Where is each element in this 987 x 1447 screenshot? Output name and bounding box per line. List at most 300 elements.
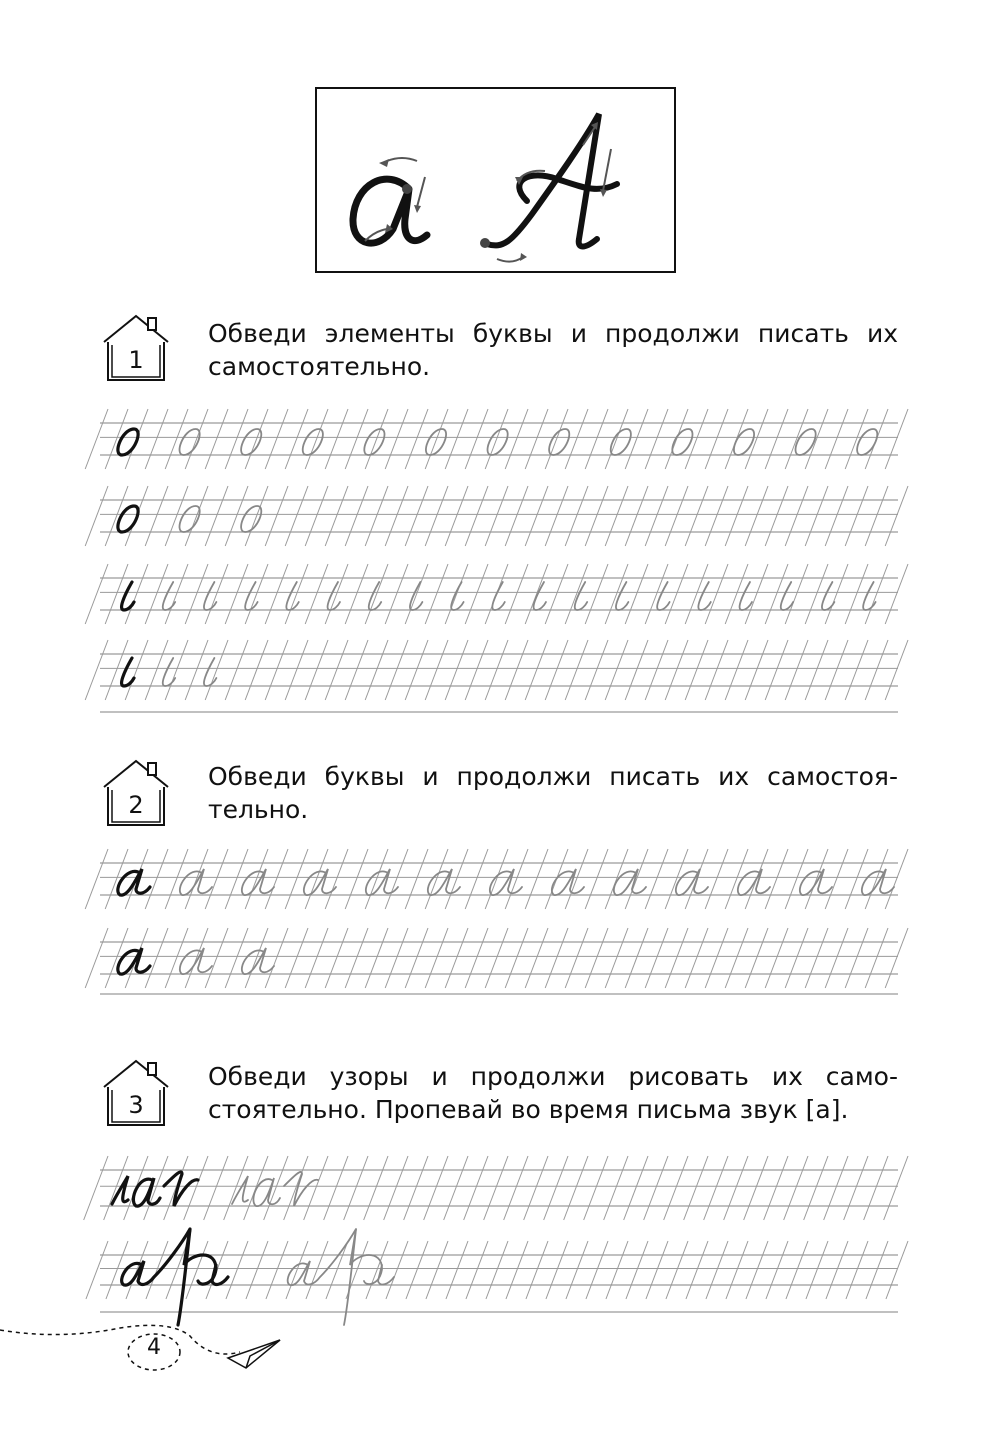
slant-line bbox=[605, 849, 628, 909]
slant-line bbox=[445, 928, 468, 988]
slant-line bbox=[645, 928, 668, 988]
trace-letter-l bbox=[740, 582, 752, 610]
slant-line bbox=[485, 849, 508, 909]
slant-line bbox=[525, 849, 548, 909]
slant-line bbox=[685, 564, 708, 624]
slant-line bbox=[845, 486, 868, 546]
trace-letter-o bbox=[180, 506, 200, 532]
trace-letter-l bbox=[863, 582, 875, 610]
slant-line bbox=[465, 640, 488, 700]
slant-line bbox=[165, 486, 188, 546]
slant-line bbox=[524, 1156, 548, 1220]
trace-letter-l bbox=[451, 582, 463, 610]
slant-line bbox=[525, 564, 548, 624]
slant-line bbox=[245, 849, 268, 909]
slant-line bbox=[805, 564, 828, 624]
pattern-ial bbox=[164, 1172, 198, 1206]
slant-line bbox=[246, 1241, 268, 1299]
slant-line bbox=[445, 564, 468, 624]
slant-line bbox=[645, 409, 668, 469]
trace-letter-a bbox=[862, 869, 894, 895]
slant-line bbox=[705, 640, 728, 700]
slant-line bbox=[265, 849, 288, 909]
slant-line bbox=[385, 486, 408, 546]
slant-line bbox=[305, 486, 328, 546]
pattern-ial bbox=[232, 1176, 248, 1204]
trace-letter-a bbox=[304, 869, 336, 895]
trace-letter-l bbox=[616, 582, 628, 610]
slant-line bbox=[786, 1241, 808, 1299]
slant-line bbox=[885, 564, 908, 624]
slant-line bbox=[365, 928, 388, 988]
slant-line bbox=[565, 928, 588, 988]
pattern-ial bbox=[112, 1176, 128, 1204]
slant-line bbox=[204, 1156, 228, 1220]
page-number: 4 bbox=[147, 1335, 161, 1360]
slant-line bbox=[625, 640, 648, 700]
slant-line bbox=[545, 564, 568, 624]
slant-line bbox=[865, 564, 888, 624]
slant-line bbox=[825, 564, 848, 624]
trace-letter-a bbox=[180, 869, 212, 895]
slant-line bbox=[585, 640, 608, 700]
trace-letter-o bbox=[611, 429, 631, 455]
slant-line bbox=[505, 564, 528, 624]
pattern-ial bbox=[284, 1172, 318, 1206]
slant-line bbox=[185, 849, 208, 909]
slant-line bbox=[745, 640, 768, 700]
slant-line bbox=[606, 1241, 628, 1299]
slant-line bbox=[305, 564, 328, 624]
slant-line bbox=[425, 928, 448, 988]
slant-line bbox=[485, 928, 508, 988]
slant-line bbox=[385, 928, 408, 988]
trace-letter-o bbox=[303, 429, 323, 455]
trace-letter-l bbox=[204, 582, 216, 610]
slant-line bbox=[145, 849, 168, 909]
slant-line bbox=[364, 1156, 388, 1220]
slant-line bbox=[845, 409, 868, 469]
model-letter-o bbox=[118, 429, 138, 455]
slant-line bbox=[365, 640, 388, 700]
slant-line bbox=[225, 849, 248, 909]
slant-line bbox=[325, 564, 348, 624]
slant-line bbox=[585, 849, 608, 909]
slant-line bbox=[825, 486, 848, 546]
slant-line bbox=[265, 928, 288, 988]
slant-line bbox=[305, 928, 328, 988]
slant-line bbox=[445, 640, 468, 700]
slant-line bbox=[645, 849, 668, 909]
slant-line bbox=[526, 1241, 548, 1299]
slant-line bbox=[245, 409, 268, 469]
slant-line bbox=[446, 1241, 468, 1299]
slant-line bbox=[785, 928, 808, 988]
slant-line bbox=[345, 486, 368, 546]
slant-line bbox=[105, 409, 128, 469]
slant-line bbox=[505, 409, 528, 469]
slant-line bbox=[825, 849, 848, 909]
trace-letter-a bbox=[242, 948, 274, 974]
slant-line bbox=[765, 928, 788, 988]
slant-line bbox=[705, 409, 728, 469]
slant-line bbox=[885, 849, 908, 909]
slant-line bbox=[285, 486, 308, 546]
slant-line bbox=[645, 640, 668, 700]
slant-line bbox=[666, 1241, 688, 1299]
slant-line bbox=[745, 928, 768, 988]
slant-line bbox=[445, 486, 468, 546]
instruction-line: самостоятельно. bbox=[208, 352, 431, 381]
slant-line bbox=[704, 1156, 728, 1220]
slant-line bbox=[785, 486, 808, 546]
slant-line bbox=[605, 409, 628, 469]
slant-line bbox=[185, 928, 208, 988]
slant-line bbox=[885, 640, 908, 700]
trace-letter-l bbox=[163, 658, 175, 686]
slant-line bbox=[765, 409, 788, 469]
slant-line bbox=[165, 640, 188, 700]
slant-line bbox=[824, 1156, 848, 1220]
slant-line bbox=[805, 849, 828, 909]
slant-line bbox=[765, 849, 788, 909]
slant-line bbox=[665, 928, 688, 988]
instruction-line: тельно. bbox=[208, 795, 309, 824]
slant-line bbox=[884, 1156, 908, 1220]
slant-line bbox=[585, 409, 608, 469]
slant-line bbox=[265, 409, 288, 469]
slant-line bbox=[406, 1241, 428, 1299]
slant-line bbox=[785, 564, 808, 624]
slant-line bbox=[705, 486, 728, 546]
slant-line bbox=[326, 1241, 348, 1299]
slant-line bbox=[845, 640, 868, 700]
slant-line bbox=[126, 1241, 148, 1299]
slant-line bbox=[165, 564, 188, 624]
slant-line bbox=[85, 486, 108, 546]
slant-line bbox=[505, 486, 528, 546]
slant-line bbox=[805, 486, 828, 546]
slant-line bbox=[325, 928, 348, 988]
trace-letter-o bbox=[364, 429, 384, 455]
slant-line bbox=[485, 409, 508, 469]
slant-line bbox=[245, 928, 268, 988]
slant-line bbox=[345, 928, 368, 988]
slant-line bbox=[806, 1241, 828, 1299]
trace-letter-o bbox=[857, 429, 877, 455]
slant-line bbox=[765, 640, 788, 700]
slant-line bbox=[285, 564, 308, 624]
slant-line bbox=[844, 1156, 868, 1220]
slant-line bbox=[125, 564, 148, 624]
slant-line bbox=[805, 409, 828, 469]
slant-line bbox=[226, 1241, 248, 1299]
slant-line bbox=[85, 409, 108, 469]
slant-line bbox=[444, 1156, 468, 1220]
slant-line bbox=[664, 1156, 688, 1220]
slant-line bbox=[585, 564, 608, 624]
slant-line bbox=[804, 1156, 828, 1220]
instruction-line: Обведи элементы буквы и продолжи писать их bbox=[208, 319, 898, 348]
slant-line bbox=[425, 849, 448, 909]
slant-line bbox=[626, 1241, 648, 1299]
slant-line bbox=[445, 409, 468, 469]
slant-line bbox=[105, 486, 128, 546]
slant-line bbox=[465, 409, 488, 469]
slant-line bbox=[365, 564, 388, 624]
slant-line bbox=[605, 928, 628, 988]
slant-line bbox=[245, 640, 268, 700]
slant-line bbox=[864, 1156, 888, 1220]
slant-line bbox=[725, 640, 748, 700]
slant-line bbox=[785, 640, 808, 700]
trace-letter-l bbox=[328, 582, 340, 610]
slant-line bbox=[426, 1241, 448, 1299]
pattern-ial bbox=[133, 1178, 160, 1206]
slant-line bbox=[265, 640, 288, 700]
slant-line bbox=[285, 928, 308, 988]
slant-line bbox=[845, 849, 868, 909]
model-letter-l bbox=[122, 582, 134, 610]
model-letter-a bbox=[118, 869, 150, 895]
trace-letter-l bbox=[657, 582, 669, 610]
slant-line bbox=[585, 928, 608, 988]
slant-line bbox=[306, 1241, 328, 1299]
slant-line bbox=[686, 1241, 708, 1299]
slant-line bbox=[165, 409, 188, 469]
slant-line bbox=[825, 928, 848, 988]
slant-line bbox=[145, 409, 168, 469]
slant-line bbox=[565, 564, 588, 624]
slant-line bbox=[725, 849, 748, 909]
slant-line bbox=[285, 640, 308, 700]
slant-line bbox=[85, 928, 108, 988]
slant-line bbox=[625, 486, 648, 546]
slant-line bbox=[325, 640, 348, 700]
slant-line bbox=[565, 640, 588, 700]
trace-letter-l bbox=[163, 582, 175, 610]
slant-line bbox=[485, 486, 508, 546]
trace-letter-l bbox=[575, 582, 587, 610]
slant-line bbox=[825, 640, 848, 700]
slant-line bbox=[405, 928, 428, 988]
trace-letter-l bbox=[492, 582, 504, 610]
slant-line bbox=[665, 564, 688, 624]
slant-line bbox=[705, 564, 728, 624]
slant-line bbox=[365, 486, 388, 546]
task-number: 1 bbox=[128, 346, 144, 374]
slant-line bbox=[325, 486, 348, 546]
slant-line bbox=[525, 409, 548, 469]
trace-letter-o bbox=[180, 429, 200, 455]
slant-line bbox=[625, 928, 648, 988]
slant-line bbox=[865, 928, 888, 988]
slant-line bbox=[545, 640, 568, 700]
slant-line bbox=[604, 1156, 628, 1220]
slant-line bbox=[745, 564, 768, 624]
slant-line bbox=[525, 640, 548, 700]
slant-line bbox=[465, 486, 488, 546]
trace-letter-a bbox=[180, 948, 212, 974]
slant-line bbox=[385, 640, 408, 700]
slant-line bbox=[505, 640, 528, 700]
slant-line bbox=[605, 486, 628, 546]
slant-line bbox=[385, 849, 408, 909]
slant-line bbox=[145, 564, 168, 624]
slant-line bbox=[425, 486, 448, 546]
slant-line bbox=[145, 486, 168, 546]
model-letter-l bbox=[122, 658, 134, 686]
pattern-ial bbox=[253, 1178, 280, 1206]
slant-line bbox=[545, 409, 568, 469]
slant-line bbox=[285, 409, 308, 469]
slant-line bbox=[646, 1241, 668, 1299]
slant-line bbox=[545, 928, 568, 988]
slant-line bbox=[225, 564, 248, 624]
slant-line bbox=[624, 1156, 648, 1220]
slant-line bbox=[685, 928, 708, 988]
slant-line bbox=[84, 1156, 108, 1220]
trace-letter-a bbox=[738, 869, 770, 895]
slant-line bbox=[185, 640, 208, 700]
slant-line bbox=[745, 486, 768, 546]
slant-line bbox=[886, 1241, 908, 1299]
slant-line bbox=[405, 564, 428, 624]
slant-line bbox=[344, 1156, 368, 1220]
slant-line bbox=[425, 564, 448, 624]
slant-line bbox=[504, 1156, 528, 1220]
slant-line bbox=[745, 409, 768, 469]
slant-line bbox=[85, 564, 108, 624]
slant-line bbox=[465, 928, 488, 988]
slant-line bbox=[544, 1156, 568, 1220]
slant-line bbox=[885, 486, 908, 546]
slant-line bbox=[566, 1241, 588, 1299]
slant-line bbox=[865, 640, 888, 700]
slant-line bbox=[605, 640, 628, 700]
slant-line bbox=[384, 1156, 408, 1220]
slant-line bbox=[345, 409, 368, 469]
slant-line bbox=[705, 849, 728, 909]
slant-line bbox=[245, 486, 268, 546]
slant-line bbox=[645, 486, 668, 546]
slant-line bbox=[706, 1241, 728, 1299]
slant-line bbox=[625, 849, 648, 909]
slant-line bbox=[826, 1241, 848, 1299]
slant-line bbox=[125, 640, 148, 700]
model-letter-o bbox=[118, 506, 138, 532]
slant-line bbox=[545, 486, 568, 546]
slant-line bbox=[845, 564, 868, 624]
slant-line bbox=[85, 640, 108, 700]
slant-line bbox=[325, 849, 348, 909]
slant-line bbox=[645, 564, 668, 624]
slant-line bbox=[726, 1241, 748, 1299]
slant-line bbox=[665, 640, 688, 700]
slant-line bbox=[725, 486, 748, 546]
pattern-a-slash-a bbox=[212, 1265, 228, 1284]
slant-line bbox=[564, 1156, 588, 1220]
slant-line bbox=[525, 928, 548, 988]
slant-line bbox=[205, 928, 228, 988]
slant-line bbox=[846, 1241, 868, 1299]
trace-letter-a bbox=[800, 869, 832, 895]
slant-line bbox=[85, 849, 108, 909]
instruction-line: Обведи узоры и продолжи рисовать их само- bbox=[208, 1062, 898, 1091]
slant-line bbox=[225, 928, 248, 988]
trace-letter-o bbox=[734, 429, 754, 455]
slant-line bbox=[766, 1241, 788, 1299]
slant-line bbox=[546, 1241, 568, 1299]
trace-letter-l bbox=[698, 582, 710, 610]
slant-line bbox=[705, 928, 728, 988]
pattern-a-slash-a bbox=[378, 1265, 394, 1284]
slant-line bbox=[665, 849, 688, 909]
slant-line bbox=[584, 1156, 608, 1220]
slant-line bbox=[685, 409, 708, 469]
slant-line bbox=[366, 1241, 388, 1299]
slant-line bbox=[205, 409, 228, 469]
slant-line bbox=[725, 928, 748, 988]
trace-letter-l bbox=[204, 658, 216, 686]
slant-line bbox=[485, 640, 508, 700]
task-number: 3 bbox=[128, 1091, 144, 1119]
model-letter-a bbox=[118, 948, 150, 974]
slant-line bbox=[385, 409, 408, 469]
slant-line bbox=[805, 640, 828, 700]
trace-letter-a bbox=[242, 869, 274, 895]
task-number: 2 bbox=[128, 791, 144, 819]
trace-letter-o bbox=[241, 506, 261, 532]
slant-line bbox=[744, 1156, 768, 1220]
slant-line bbox=[885, 928, 908, 988]
instruction-line: стоятельно. Пропевай во время письма звук [а]. bbox=[208, 1095, 849, 1124]
pattern-a-slash-a bbox=[184, 1229, 216, 1284]
slant-line bbox=[185, 409, 208, 469]
slant-line bbox=[625, 409, 648, 469]
slant-line bbox=[264, 1156, 288, 1220]
slant-line bbox=[625, 564, 648, 624]
slant-line bbox=[345, 849, 368, 909]
slant-line bbox=[464, 1156, 488, 1220]
slant-line bbox=[866, 1241, 888, 1299]
slant-line bbox=[145, 928, 168, 988]
slant-line bbox=[724, 1156, 748, 1220]
slant-line bbox=[684, 1156, 708, 1220]
slant-line bbox=[205, 486, 228, 546]
slant-line bbox=[825, 409, 848, 469]
slant-line bbox=[685, 486, 708, 546]
slant-line bbox=[86, 1241, 108, 1299]
slant-line bbox=[685, 640, 708, 700]
slant-line bbox=[805, 928, 828, 988]
slant-line bbox=[425, 640, 448, 700]
slant-line bbox=[205, 849, 228, 909]
trace-letter-o bbox=[426, 429, 446, 455]
slant-line bbox=[305, 640, 328, 700]
trace-letter-o bbox=[488, 429, 508, 455]
slant-line bbox=[785, 409, 808, 469]
slant-line bbox=[144, 1156, 168, 1220]
slant-line bbox=[324, 1156, 348, 1220]
slant-line bbox=[405, 849, 428, 909]
slant-line bbox=[305, 409, 328, 469]
slant-line bbox=[185, 486, 208, 546]
slant-line bbox=[405, 409, 428, 469]
slant-line bbox=[784, 1156, 808, 1220]
slant-line bbox=[845, 928, 868, 988]
slant-line bbox=[885, 409, 908, 469]
